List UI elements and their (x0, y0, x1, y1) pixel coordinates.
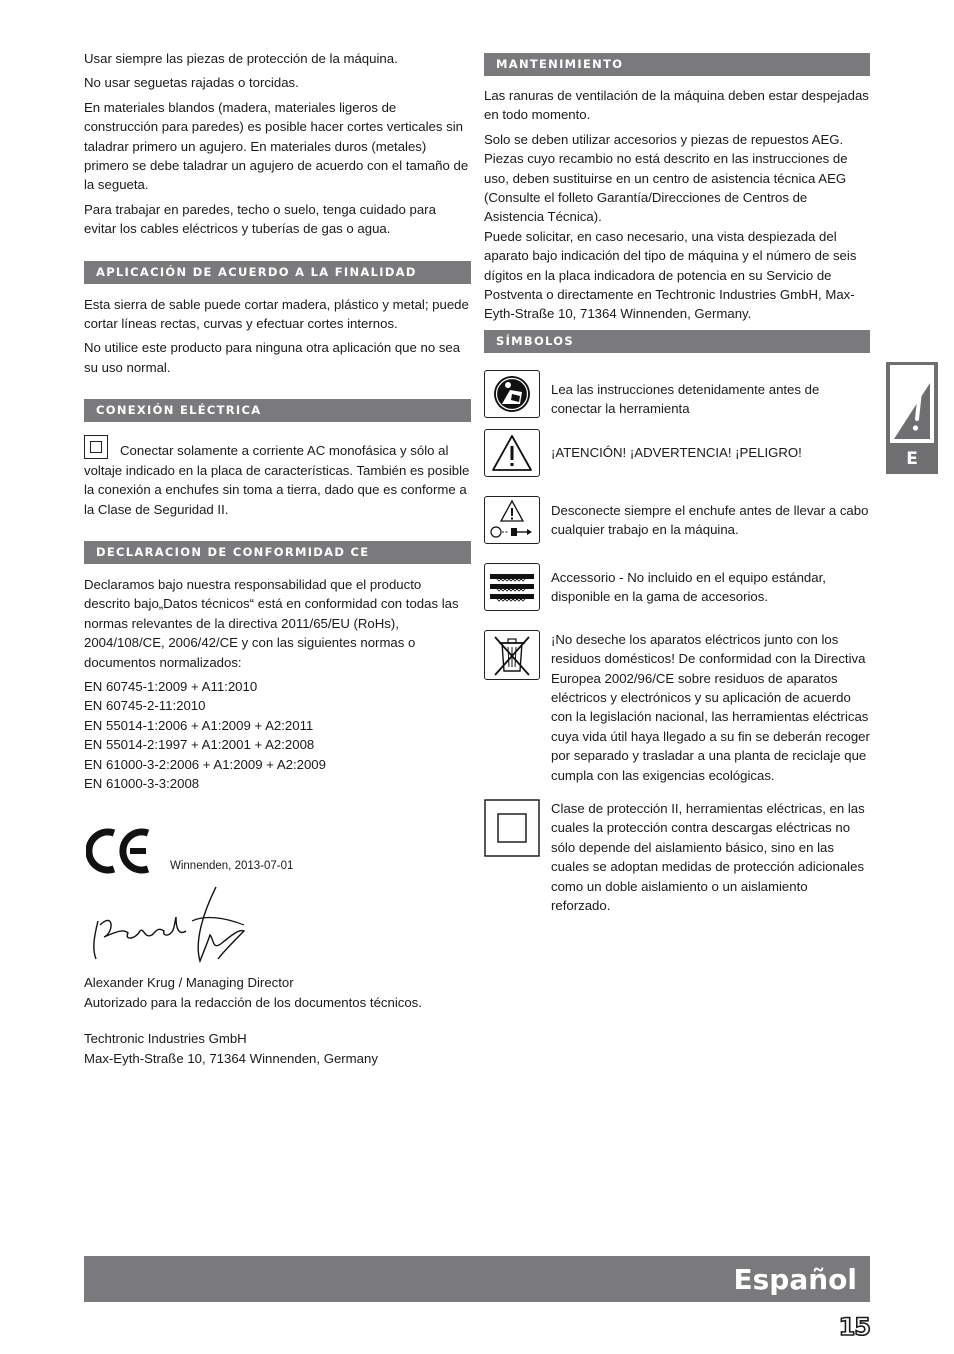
standard-item: EN 55014-2:1997 + A1:2001 + A2:2008 (84, 737, 315, 753)
symbol-text: Lea las instrucciones detenidamente antes de conectar la herramienta (551, 381, 820, 417)
language-side-tab (886, 362, 938, 474)
conexion-paragraph (84, 433, 471, 519)
weee-bin-icon (484, 630, 540, 680)
standard-item: EN 60745-1:2009 + A11:2010 (84, 678, 258, 694)
accessory-blades-icon (484, 563, 540, 611)
language-title: Español (733, 1263, 857, 1296)
symbol-row (484, 496, 870, 544)
warning-exclamation-icon (890, 365, 934, 443)
place-date: Winnenden, 2013-07-01 (170, 860, 294, 873)
intro-paragraph-3: En materiales blandos (madera, materiales ligeros de construcción para paredes) es posible hacer cortes verticales sin taladrar primero un agujero. En materiales duros (metales) primero se debe taladrar un agujero de acuerdo con el tamaño de la segueta. (84, 99, 469, 193)
mantenimiento-paragraph-1: Las ranuras de ventilación de la máquina deben estar despejadas en todo momento. (484, 88, 869, 123)
page-number: 15 (838, 1313, 870, 1341)
mantenimiento-paragraph-2: Solo se deben utilizar accesorios y piezas de repuestos AEG. Piezas cuyo recambio no está descrito en las instrucciones de uso, deben sustituirse en un centro de asistencia técnica AEG (Consulte el folleto Garantía/Direcciones de Centros de Asistencia Técnica). (484, 131, 848, 225)
company-address: Max-Eyth-Straße 10, 71364 Winnenden, Germany (84, 1050, 378, 1066)
ce-mark-icon (86, 827, 152, 875)
symbol-row (484, 429, 870, 477)
section-heading-aplicacion: APLICACIÓN DE ACUERDO A LA FINALIDAD (84, 261, 471, 284)
aplicacion-paragraph-2: No utilice este producto para ninguna otra aplicación que no sea su uso normal. (84, 340, 461, 375)
standard-item: EN 61000-3-2:2006 + A1:2009 + A2:2009 (84, 756, 326, 772)
signature-image (84, 881, 471, 973)
intro-paragraph-2: No usar seguetas rajadas o torcidas. (84, 75, 299, 91)
standards-list (84, 677, 471, 793)
language-letter: E (906, 449, 918, 469)
declaracion-paragraph: Declaramos bajo nuestra responsabilidad que el producto descrito bajo„Datos técnicos“ está en conformidad con todas las normas relevantes de la directiva 2011/65/EU (RoHs), 2004/108/CE, 2006/42/CE y con las siguientes normas o documentos normalizados: (84, 576, 459, 670)
standard-item: EN 60745-2-11:2010 (84, 698, 206, 714)
section-heading-declaracion: DECLARACION DE CONFORMIDAD CE (84, 541, 471, 564)
section-heading-conexion: CONEXIÓN ELÉCTRICA (84, 399, 471, 422)
class-ii-icon (484, 799, 540, 857)
unplug-warning-icon (484, 496, 540, 544)
symbol-text: Clase de protección II, herramientas eléctricas, en las cuales la protección contra descargas eléctricas no sólo depende del aislamiento básico, sino en las cuales se adoptan medidas de protección adicionales como un doble aislamiento o un aislamiento reforzado. (551, 800, 865, 913)
intro-paragraph-1: Usar siempre las piezas de protección de la máquina. (84, 51, 398, 66)
footer-language-band (84, 1256, 870, 1302)
company-name: Techtronic Industries GmbH (84, 1031, 247, 1047)
symbol-row (484, 563, 870, 611)
symbol-text: Accessorio - No incluido en el equipo estándar, disponible en la gama de accesorios. (551, 569, 826, 605)
authorized-note: Autorizado para la redacción de los documentos técnicos. (84, 994, 422, 1010)
warning-triangle-icon (484, 429, 540, 477)
symbol-row (484, 799, 870, 915)
section-heading-mantenimiento: MANTENIMIENTO (484, 53, 870, 76)
left-column (84, 49, 471, 1068)
class-ii-inline-icon (84, 435, 108, 459)
symbol-text: Desconecte siempre el enchufe antes de llevar a cabo cualquier trabajo en la máquina. (551, 502, 869, 538)
intro-paragraph-4: Para trabajar en paredes, techo o suelo, tenga cuidado para evitar los cables eléctricos y tuberías de gas o agua. (84, 201, 436, 237)
symbol-text: ¡No deseche los aparatos eléctricos junto con los residuos domésticos! De conformidad con la Directiva Europea 2002/96/CE sobre residuos de aparatos eléctricos y electrónicos y su aplicación de acuerdo con la legislación nacional, las herramientas eléctricas cuya vida útil haya llegado a su fin se deberán recoger por separado y trasladar a una planta de reciclaje que cumpla con las exigencias ecológicas. (551, 631, 870, 783)
symbol-text: ¡ATENCIÓN! ¡ADVERTENCIA! ¡PELIGRO! (551, 444, 802, 460)
right-column (484, 53, 870, 925)
symbol-row (484, 630, 870, 785)
conexion-text: Conectar solamente a corriente AC monofásica y sólo al voltaje indicado en la placa de características. También es posible la conexión a enchufes sin toma a tierra, dado que es conforme a la Clase de Seguridad II. (84, 443, 470, 517)
ce-block (84, 827, 471, 889)
signer-name: Alexander Krug / Managing Director (84, 975, 294, 991)
read-manual-icon (484, 370, 540, 418)
standard-item: EN 55014-1:2006 + A1:2009 + A2:2011 (84, 717, 314, 733)
standard-item: EN 61000-3-3:2008 (84, 775, 200, 791)
section-heading-simbolos: SÍMBOLOS (484, 330, 870, 353)
symbol-row (484, 370, 870, 419)
aplicacion-paragraph-1: Esta sierra de sable puede cortar madera, plástico y metal; puede cortar líneas rectas, curvas y efectuar cortes internos. (84, 296, 469, 332)
mantenimiento-paragraph-3: Puede solicitar, en caso necesario, una vista despiezada del aparato bajo indicación del tipo de máquina y el número de seis dígitos en la placa indicadora de potencia en su Servicio de Postventa o directamente en Techtronic Industries GmbH, Max-Eyth-Straße 10, 71364 Winnenden, Germany. (484, 228, 857, 322)
